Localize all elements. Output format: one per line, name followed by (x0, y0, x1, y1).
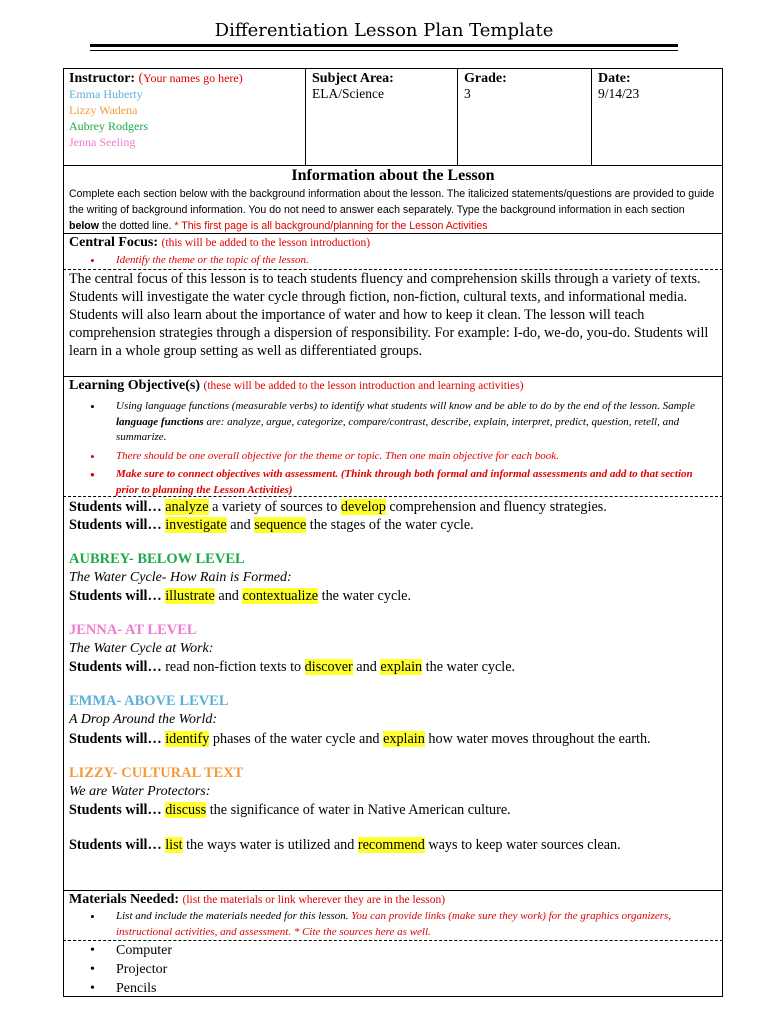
group-heading-emma: EMMA- ABOVE LEVEL (69, 693, 229, 709)
book-title-jenna: The Water Cycle at Work: (69, 641, 214, 656)
title-rule (90, 44, 678, 47)
materials-label: Materials Needed: (69, 892, 180, 907)
dotted-line (63, 496, 723, 497)
overall-objective-1 (69, 498, 715, 516)
central-focus-note: (this will be added to the lesson introduction) (161, 237, 371, 249)
students-will: Students will… (69, 517, 162, 533)
highlight-verb: explain (380, 659, 423, 675)
materials-bullet-note: You can provide links (make sure they work) for the graphics organizers, instructional activities, and assessment. * Cite the sources here as well. (116, 910, 672, 938)
objectives-label: Learning Objective(s) (69, 378, 201, 393)
highlight-verb: discuss (165, 802, 207, 818)
highlight-verb: list (165, 837, 183, 853)
objective-text: phases of the water cycle and (209, 731, 384, 747)
highlight-verb: illustrate (165, 588, 215, 604)
info-heading: Information about the Lesson (291, 167, 495, 184)
objectives-guide (90, 399, 710, 498)
materials-heading (69, 892, 445, 908)
central-focus-guide (90, 253, 710, 269)
objective-text: a variety of sources to (208, 499, 341, 515)
highlight-verb: discover (304, 659, 353, 675)
material-item: • Projector (90, 960, 172, 979)
info-text-red: * This first page is all background/planning for the Lesson Activities (174, 220, 488, 232)
objective-text: and (214, 588, 243, 604)
highlight-verb: explain (383, 731, 425, 747)
central-focus-heading (69, 235, 370, 251)
page-title: Differentiation Lesson Plan Template (214, 20, 554, 41)
title-rule-thin (90, 50, 678, 51)
objective-text: comprehension and fluency strategies. (385, 499, 607, 515)
section-divider (63, 376, 723, 377)
materials-list (90, 941, 172, 998)
info-text-bold: below (69, 220, 100, 232)
highlight-verb: identify (165, 731, 210, 747)
group-heading-lizzy: LIZZY- CULTURAL TEXT (69, 765, 244, 781)
info-section (63, 166, 723, 234)
info-text-1: Complete each section below with the background information about the lesson. The italicized statements/questions are provided to guide the writing of background information. You do not need to answer each separately. Type the background information in each section (69, 188, 715, 216)
objective-jenna (69, 658, 715, 676)
objective-text: the significance of water in Native American culture. (206, 802, 511, 818)
objective-text: and (226, 517, 255, 533)
instructor-paren: ( (138, 70, 143, 85)
students-will: Students will… (69, 588, 162, 604)
objective-emma (69, 730, 715, 748)
material-item: • Computer (90, 941, 172, 960)
date-value: 9/14/23 (598, 86, 640, 101)
header-row (63, 68, 723, 166)
students-will: Students will… (69, 499, 162, 515)
central-focus-body: The central focus of this lesson is to teach students fluency and comprehension skills through a variety of texts. Students will investigate the water cycle through fiction, non-fiction, cultural texts, and informational media. Students will also learn about the importance of water and how to keep it clean. The lesson will teach comprehension strategies through a dispersion of responsibility. For example: I-do, we-do, you-do. Students will learn in a whole group setting as well as differentiated groups. (69, 271, 709, 359)
objective-text: and (352, 659, 381, 675)
subject-value: ELA/Science (312, 86, 384, 101)
group-heading-aubrey: AUBREY- BELOW LEVEL (69, 551, 245, 567)
materials-bullet-text: List and include the materials needed for this lesson. (116, 910, 352, 922)
objective-aubrey (69, 587, 715, 605)
book-title-lizzy: We are Water Protectors: (69, 784, 211, 799)
objectives-bullet-1c: are: analyze, argue, categorize, compare/contrast, describe, explain, interpret, predict, question, retell, and summarize. (116, 415, 680, 443)
section-divider (63, 890, 723, 891)
objectives-heading (69, 378, 524, 394)
objectives-bullet-2: • There should be one overall objective for the theme or topic. Then one main objective for each book. (90, 449, 710, 465)
highlight-verb: sequence (254, 517, 307, 533)
materials-bullet (90, 909, 710, 940)
highlight-verb: develop (340, 499, 386, 515)
info-instructions (63, 186, 723, 234)
material-item: • Pencils (90, 979, 172, 998)
overall-objective-2 (69, 516, 715, 534)
objective-text: the stages of the water cycle. (306, 517, 474, 533)
students-will: Students will… (69, 659, 162, 675)
highlight-verb: analyze (165, 499, 209, 515)
objective-text: the water cycle. (318, 588, 412, 604)
objective-text: the ways water is utilized and (182, 837, 358, 853)
highlight-verb: contextualize (242, 588, 319, 604)
instructor-name-jenna: Jenna Seeling (69, 135, 136, 149)
objective-text: how water moves throughout the earth. (424, 731, 651, 747)
materials-note: (list the materials or link wherever they are in the lesson) (182, 894, 446, 906)
objective-extra (69, 836, 715, 854)
students-will: Students will… (69, 802, 162, 818)
objective-lizzy (69, 801, 715, 819)
central-focus-label: Central Focus: (69, 235, 159, 250)
students-will: Students will… (69, 731, 162, 747)
objectives-bullet-1a: Using language functions (measurable verbs) to identify what students will know and be able to do by the end of the lesson. Sample (116, 400, 695, 412)
central-focus-bullet: • Identify the theme or the topic of the lesson. (90, 253, 710, 269)
objectives-note: (these will be added to the lesson introduction and learning activities) (203, 380, 524, 392)
objectives-bullet-1b: language functions (116, 415, 204, 428)
info-text-2: the dotted line. (99, 220, 175, 232)
grade-cell (457, 68, 591, 165)
book-title-emma: A Drop Around the World: (69, 712, 218, 727)
instructor-name-lizzy: Lizzy Wadena (69, 103, 138, 117)
highlight-verb: recommend (357, 837, 425, 853)
subject-label: Subject Area: (312, 71, 394, 86)
highlight-verb: investigate (165, 517, 227, 533)
group-heading-jenna: JENNA- AT LEVEL (69, 622, 197, 638)
objective-text: the water cycle. (422, 659, 516, 675)
instructor-note: Your names go here) (142, 71, 243, 85)
instructor-name-aubrey: Aubrey Rodgers (69, 119, 148, 133)
objectives-bullet-1 (90, 399, 710, 446)
objectives-bullet-3: • Make sure to connect objectives with assessment. (Think through both formal and informal assessments and add to that section prior to planning the Lesson Activities) (90, 467, 710, 498)
grade-value: 3 (464, 86, 471, 101)
date-label: Date: (598, 71, 631, 86)
grade-label: Grade: (464, 71, 507, 86)
instructor-label: Instructor: (69, 71, 136, 86)
instructor-cell (63, 68, 305, 165)
instructor-name-emma: Emma Huberty (69, 87, 143, 101)
materials-guide (90, 909, 710, 940)
date-cell (591, 68, 723, 165)
objective-text: ways to keep water sources clean. (424, 837, 621, 853)
book-title-aubrey: The Water Cycle- How Rain is Formed: (69, 570, 292, 585)
subject-cell (305, 68, 457, 165)
students-will: Students will… (69, 837, 162, 853)
objective-text: read non-fiction texts to (161, 659, 305, 675)
